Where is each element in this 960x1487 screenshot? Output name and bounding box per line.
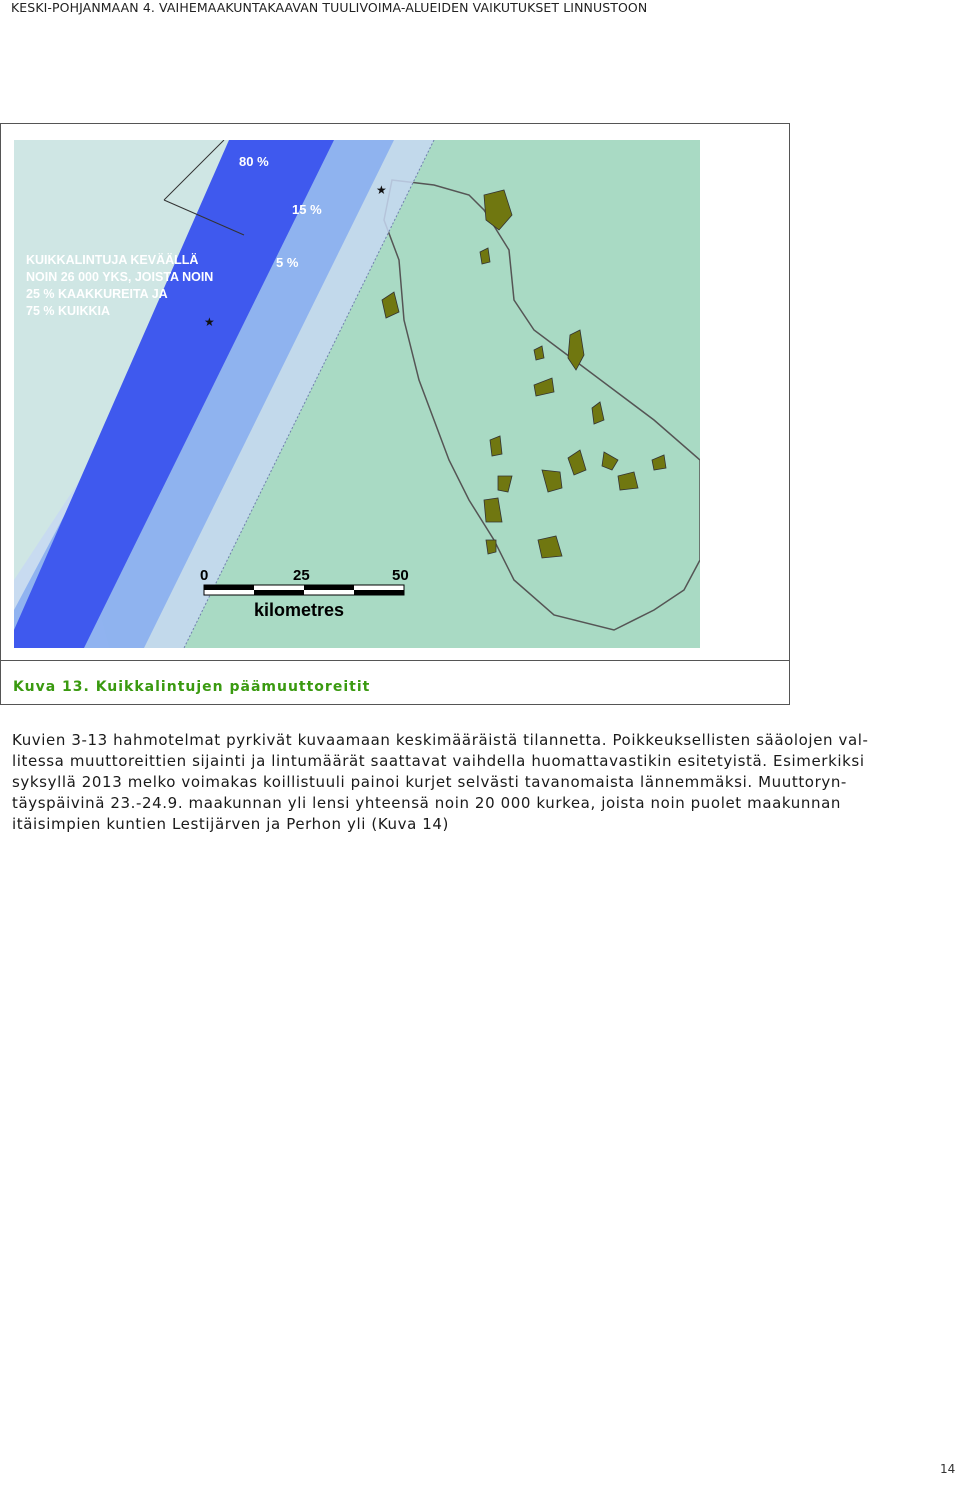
wind-area [486, 540, 496, 554]
corridor-label-5: 5 % [276, 255, 299, 270]
star-marker: ★ [204, 315, 215, 329]
page-number: 14 [940, 1462, 956, 1476]
scale-unit: kilometres [254, 600, 345, 620]
caption-bar [1, 660, 789, 705]
info-line-1: KUIKKALINTUJA KEVÄÄLLÄ [26, 253, 199, 267]
document-header: KESKI-POHJANMAAN 4. VAIHEMAAKUNTAKAAVAN TUULIVOIMA-ALUEIDEN VAIKUTUKSET LINNUSTOON [11, 0, 648, 15]
info-line-2: NOIN 26 000 YKS, JOISTA NOIN [26, 270, 214, 284]
corridor-label-15: 15 % [292, 202, 322, 217]
body-line: syksyllä 2013 melko voimakas koillistuuli painoi kurjet selvästi tavanomaista lännemmäksi. Muuttoryn- [12, 773, 847, 791]
body-line: itäisimpien kuntien Lestijärven ja Perhon yli (Kuva 14) [12, 815, 450, 833]
figure-frame [0, 123, 790, 705]
body-line: täyspäivinä 23.-24.9. maakunnan yli lensi yhteensä noin 20 000 kurkea, joista noin puolet maakunnan [12, 794, 841, 812]
body-paragraph [12, 730, 956, 835]
corridor-label-80: 80 % [239, 154, 269, 169]
star-marker: ★ [376, 183, 387, 197]
info-line-4: 75 % KUIKKIA [26, 304, 111, 318]
info-line-3: 25 % KAAKKUREITA JA [26, 287, 168, 301]
figure-caption: Kuva 13. Kuikkalintujen päämuuttoreitit [13, 679, 371, 695]
map-svg [14, 140, 700, 648]
scale-tick-25: 25 [293, 567, 310, 584]
scale-tick-0: 0 [200, 567, 209, 584]
scale-tick-50: 50 [392, 567, 409, 584]
migration-map [14, 140, 700, 648]
body-line: litessa muuttoreittien sijainti ja lintumäärät saattavat vaihdella huomattavastikin esitetyistä. Esimerkiksi [12, 752, 865, 770]
body-line: Kuvien 3-13 hahmotelmat pyrkivät kuvaamaan keskimääräistä tilannetta. Poikkeuksellisten sääolojen val- [12, 731, 869, 749]
wind-area [490, 436, 502, 456]
